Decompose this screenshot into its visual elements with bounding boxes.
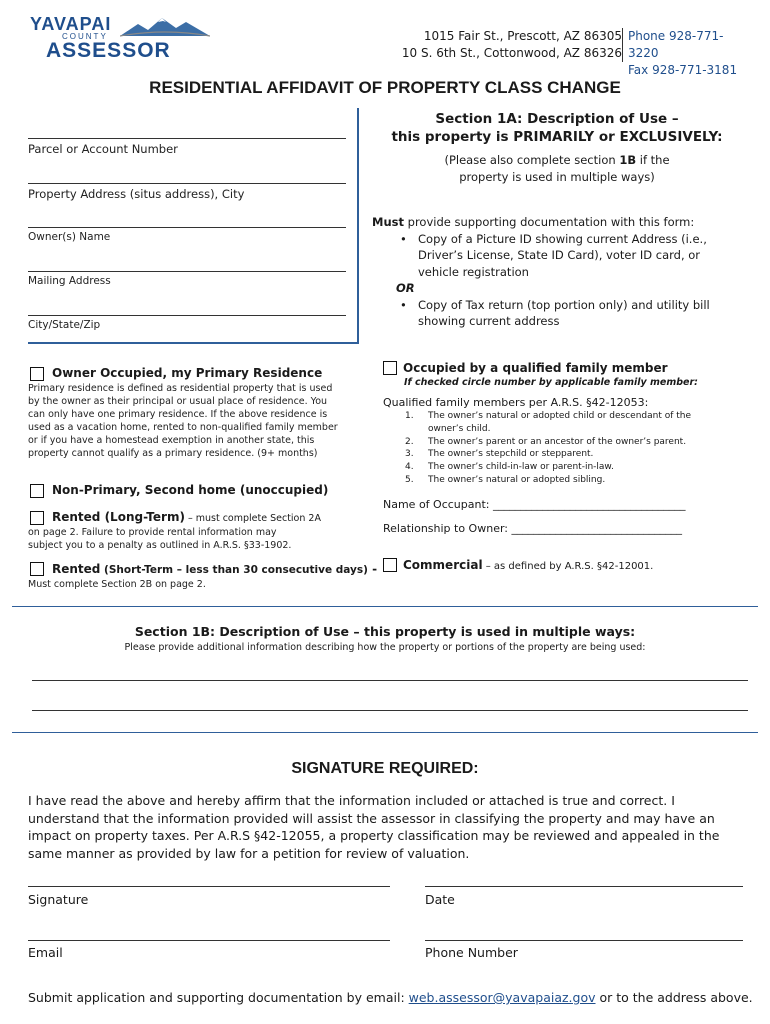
parcel-field[interactable] (28, 183, 346, 184)
supporting-docs: Must provide supporting documentation with this form: • Copy of a Picture ID showing current Address (i.e., Driver’s License, State ID Card), voter ID card, or vehicle registration OR • Copy of Tax return (top portion only) and utility bill showing current address (372, 214, 744, 330)
non-primary-checkbox[interactable] (30, 484, 44, 498)
phone-number: Phone 928-771-3220 (628, 29, 724, 60)
phone-label: Phone Number (425, 945, 518, 960)
family-sub: If checked circle number by applicable family member: (404, 377, 698, 388)
doc-item-tax-return: • Copy of Tax return (top portion only) and utility bill showing current address (372, 297, 744, 330)
mountain-logo-icon (120, 16, 210, 38)
section1a-heading-2: this property is PRIMARILY or EXCLUSIVELY: (391, 129, 723, 145)
owner-field[interactable] (28, 271, 346, 272)
date-field[interactable] (425, 886, 743, 887)
family-checkbox[interactable] (383, 361, 397, 375)
section1b-line-1[interactable] (32, 680, 748, 681)
non-primary-label: Non-Primary, Second home (unoccupied) (52, 483, 329, 497)
occupant-field[interactable]: Name of Occupant: ___________________________________ (383, 498, 686, 511)
rented-short-checkbox[interactable] (30, 562, 44, 576)
signature-field[interactable] (28, 886, 390, 887)
city-label: City/State/Zip (28, 319, 101, 331)
family-member-3[interactable]: 3. The owner’s stepchild or stepparent. (405, 449, 594, 460)
assessor-logo (28, 14, 208, 62)
section1b-heading: Section 1B: Description of Use – this property is used in multiple ways: (134, 624, 636, 639)
signature-label: Signature (28, 892, 89, 907)
address-field[interactable] (28, 227, 346, 228)
fax-number: Fax 928-771-3181 (628, 63, 738, 77)
phone-field[interactable] (425, 940, 743, 941)
rented-long-desc: on page 2. Failure to provide rental information may subject you to a penalty as outlined in A.R.S. §33-1902. (28, 527, 292, 551)
relationship-field[interactable]: Relationship to Owner: _______________________________ (383, 522, 682, 535)
owner-label: Owner(s) Name (28, 231, 111, 243)
section1a-heading: Section 1A: Description of Use – (435, 111, 679, 127)
logo-top: YAVAPAI (30, 14, 112, 34)
family-label: Occupied by a qualified family member (403, 361, 668, 375)
doc-item-picture-id: • Copy of a Picture ID showing current Address (i.e., Driver’s License, State ID Card), voter ID card, or vehicle registration (372, 231, 744, 281)
commercial-label: Commercial – as defined by A.R.S. §42-12001. (403, 558, 654, 572)
footer-note: Submit application and supporting documentation by email: web.assessor@yavapaiaz.gov or to the address above. (28, 990, 753, 1005)
family-member-5[interactable]: 5. The owner’s natural or adopted sibling. (405, 474, 606, 485)
parcel-label: Parcel or Account Number (28, 142, 178, 156)
mailing-label: Mailing Address (28, 275, 111, 287)
rented-long-label: Rented (Long-Term) – must complete Section 2A (52, 510, 321, 524)
section1b-line-2[interactable] (32, 710, 748, 711)
family-members-list (383, 410, 723, 487)
section1a-block (372, 110, 742, 186)
rented-short-desc: Must complete Section 2B on page 2. (28, 579, 206, 590)
logo-county: COUNTY (62, 32, 108, 41)
owner-occupied-label: Owner Occupied, my Primary Residence (52, 366, 323, 380)
email-field[interactable] (28, 940, 390, 941)
page-title: RESIDENTIAL AFFIDAVIT OF PROPERTY CLASS CHANGE (149, 78, 621, 97)
date-label: Date (425, 892, 455, 907)
section1a-note: (Please also complete section 1B if the property is used in multiple ways) (444, 153, 670, 184)
mailing-field[interactable] (28, 315, 346, 316)
family-per: Qualified family members per A.R.S. §42-12053: (383, 396, 649, 409)
rented-short-label: Rented (Short-Term – less than 30 consecutive days) - (52, 562, 378, 576)
address-cottonwood: 10 S. 6th St., Cottonwood, AZ 86326 (401, 46, 622, 60)
or-text: OR (396, 281, 415, 295)
commercial-checkbox[interactable] (383, 558, 397, 572)
section-divider (357, 108, 359, 344)
address-label: Property Address (situs address), City (28, 187, 245, 201)
signature-heading: SIGNATURE REQUIRED: (291, 760, 479, 777)
assessor-email-link[interactable]: web.assessor@yavapaiaz.gov (408, 990, 596, 1005)
owner-occupied-checkbox[interactable] (30, 367, 44, 381)
section1b-sub: Please provide additional information describing how the property or portions of the property are being used: (124, 642, 646, 653)
family-member-2[interactable]: 2. The owner’s parent or an ancestor of the owner’s parent. (405, 436, 687, 447)
signature-paragraph: I have read the above and hereby affirm that the information included or attached is true and correct. I understand that the information provided will assist the assessor in classifying the property and may have an impact on property taxes. Per A.R.S §42-12055, a property classification may be reviewed and appealed in the same manner as provided by law for a petition for review of valuation. (28, 793, 720, 861)
rented-long-checkbox[interactable] (30, 511, 44, 525)
email-label: Email (28, 945, 63, 960)
logo-bottom: ASSESSOR (46, 39, 171, 62)
address-prescott: 1015 Fair St., Prescott, AZ 86305 (423, 29, 622, 43)
family-member-1[interactable]: 1. The owner’s natural or adopted child or descendant of the owner’s child. (405, 411, 692, 434)
owner-occupied-desc: Primary residence is defined as residential property that is used by the owner as their principal or usual place of residence. You can only have one primary residence. If the above residence is used as a vacation home, rented to non-qualified family member or if you have a homestead exemption in another state, this property cannot qualify as a primary residence. (9+ months) (28, 383, 338, 459)
family-member-4[interactable]: 4. The owner’s child-in-law or parent-in-law. (405, 462, 614, 473)
